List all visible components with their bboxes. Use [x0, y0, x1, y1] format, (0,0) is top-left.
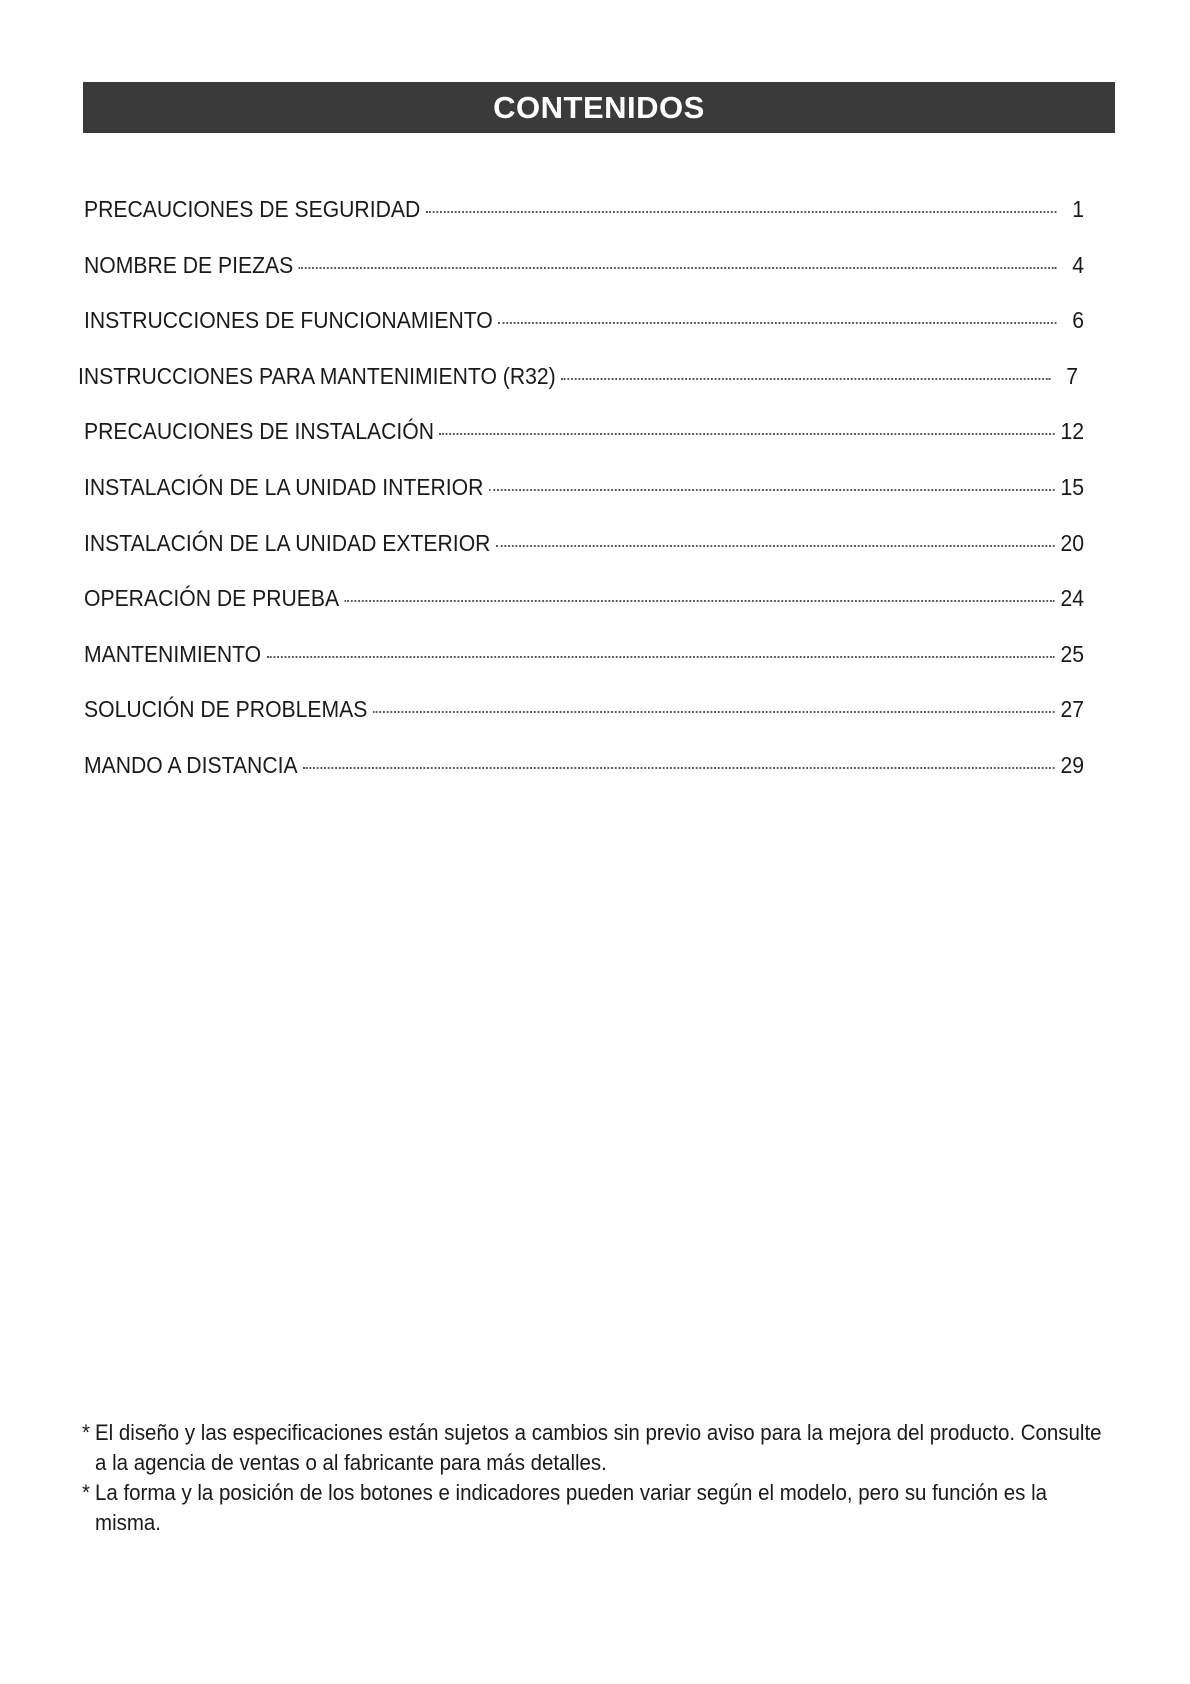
toc-item-page: 12: [1060, 418, 1085, 445]
toc-item-label: INSTRUCCIONES DE FUNCIONAMIENTO: [84, 307, 493, 334]
toc-item[interactable]: [84, 641, 1084, 697]
toc-item-label: PRECAUCIONES DE SEGURIDAD: [84, 196, 421, 222]
toc-leader-dots: [498, 322, 1056, 324]
toc-item-page: 20: [1060, 529, 1085, 556]
footnote: [82, 1418, 1114, 1478]
toc-leader-dots: [496, 545, 1055, 547]
toc-item[interactable]: [84, 252, 1084, 308]
toc-item[interactable]: [78, 363, 1078, 419]
toc-leader-dots: [489, 489, 1055, 491]
toc-item-page: 6: [1072, 307, 1085, 334]
toc-item-label: MANTENIMIENTO: [84, 640, 262, 667]
toc-item-label: INSTALACIÓN DE LA UNIDAD EXTERIOR: [84, 529, 491, 556]
toc-item-label: SOLUCIÓN DE PROBLEMAS: [84, 696, 368, 723]
toc-leader-dots: [267, 656, 1055, 658]
toc-leader-dots: [440, 433, 1055, 435]
toc-item[interactable]: [84, 696, 1084, 752]
toc-leader-dots: [426, 211, 1057, 213]
contents-header-bar: [83, 82, 1115, 133]
toc-item-page: 25: [1060, 640, 1085, 667]
table-of-contents: [78, 196, 1114, 808]
toc-leader-dots: [299, 267, 1057, 269]
toc-item-page: 4: [1072, 251, 1085, 278]
footnote: [82, 1478, 1114, 1538]
page-title: CONTENIDOS: [493, 89, 705, 125]
toc-item-page: 29: [1060, 751, 1085, 778]
toc-item[interactable]: [84, 418, 1084, 474]
footnotes: [82, 1418, 1122, 1538]
toc-item[interactable]: [84, 752, 1084, 808]
toc-item-label: NOMBRE DE PIEZAS: [84, 251, 294, 278]
toc-item-label: OPERACIÓN DE PRUEBA: [84, 585, 340, 612]
toc-item-page: 15: [1060, 473, 1085, 500]
footnote-text: El diseño y las especificaciones están sujetos a cambios sin previo aviso para la mejora del producto. Consulte a la agencia de ventas o al fabricante para más detalles.: [95, 1420, 1102, 1475]
toc-item-page: 7: [1066, 362, 1079, 389]
toc-item-page: 24: [1060, 585, 1085, 612]
footnote-marker: *: [82, 1420, 90, 1445]
footnote-marker: *: [82, 1480, 90, 1505]
toc-item-page: 1: [1072, 196, 1085, 222]
toc-item-label: MANDO A DISTANCIA: [84, 751, 298, 778]
toc-leader-dots: [345, 600, 1055, 602]
toc-leader-dots: [373, 711, 1055, 713]
toc-item[interactable]: [84, 585, 1084, 641]
toc-item-label: PRECAUCIONES DE INSTALACIÓN: [84, 418, 434, 445]
footnote-text: La forma y la posición de los botones e indicadores pueden variar según el modelo, pero su función es la misma.: [95, 1480, 1048, 1535]
toc-leader-dots: [561, 378, 1050, 380]
toc-item-label: INSTRUCCIONES PARA MANTENIMIENTO (R32): [78, 362, 556, 389]
toc-item-page: 27: [1060, 696, 1085, 723]
toc-item-label: INSTALACIÓN DE LA UNIDAD INTERIOR: [84, 473, 484, 500]
toc-item[interactable]: [84, 530, 1084, 586]
toc-leader-dots: [303, 767, 1055, 769]
toc-item[interactable]: [84, 307, 1084, 363]
toc-item[interactable]: [84, 196, 1084, 252]
toc-item[interactable]: [84, 474, 1084, 530]
